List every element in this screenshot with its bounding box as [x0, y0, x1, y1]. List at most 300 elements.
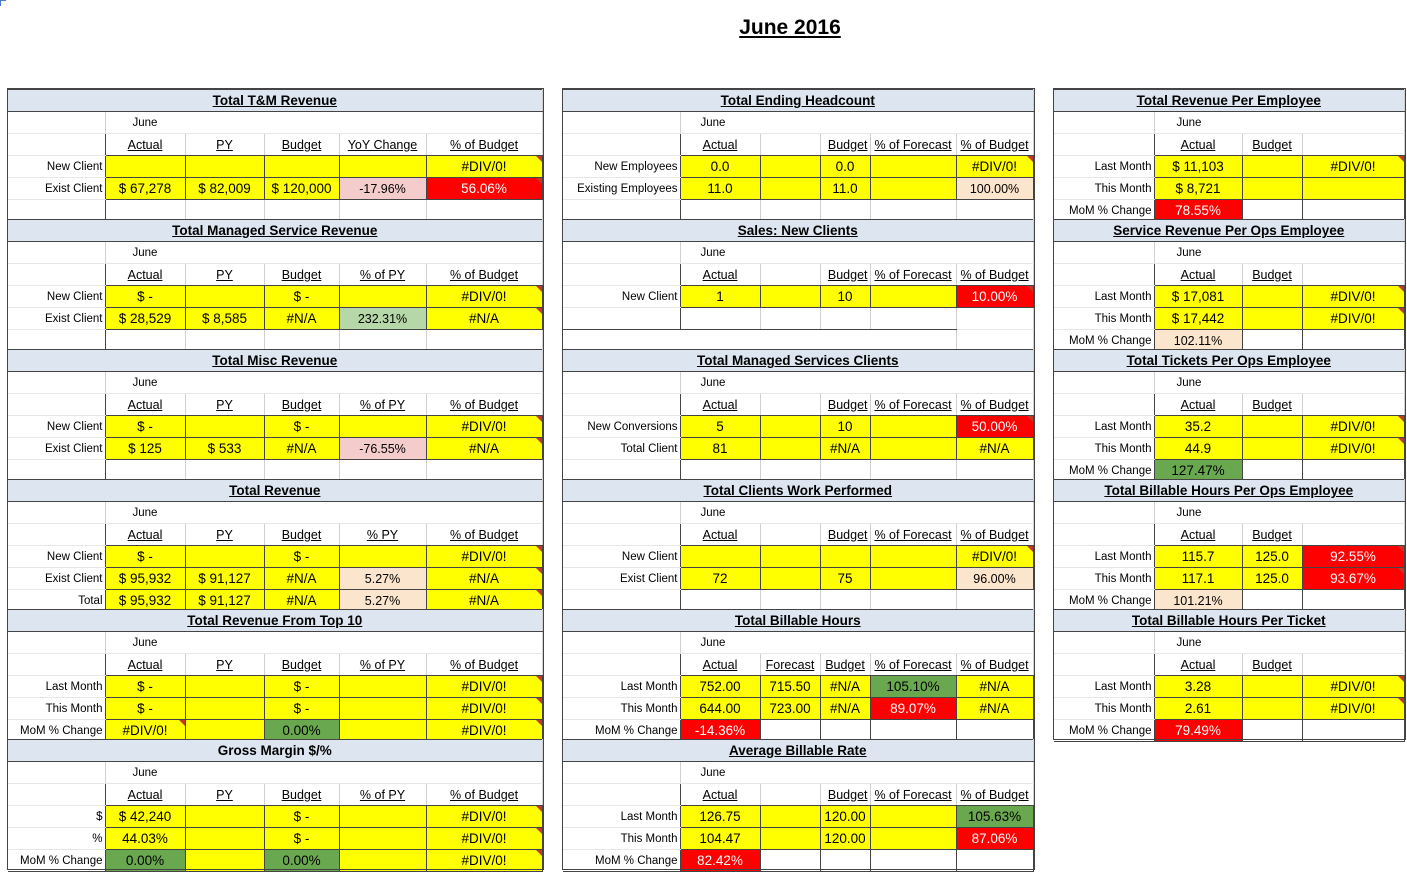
cell[interactable]: 715.50 [760, 676, 820, 698]
cell[interactable]: 120.00 [820, 828, 870, 850]
cell[interactable]: $ 42,240 [105, 806, 185, 828]
cell[interactable] [1242, 416, 1302, 438]
col-header: PY [185, 654, 264, 676]
cell[interactable] [185, 806, 264, 828]
col-header: Forecast [760, 654, 820, 676]
cell[interactable]: 232.31% [339, 308, 426, 330]
row-label: % [8, 828, 105, 850]
cell[interactable] [185, 828, 264, 850]
row-label: Last Month [1054, 286, 1154, 308]
cell[interactable]: 104.47 [680, 828, 760, 850]
col-header: Actual [105, 524, 185, 546]
cell[interactable] [760, 416, 820, 438]
row-label: This Month [1054, 178, 1154, 200]
col-header: % of Budget [426, 394, 542, 416]
cell[interactable]: #DIV/0! [1302, 156, 1404, 178]
gross-margin-table [8, 739, 543, 872]
row-label: $ [8, 806, 105, 828]
month-label: June [105, 372, 542, 394]
col-header: Actual [680, 654, 760, 676]
cell[interactable]: #DIV/0! [1302, 438, 1404, 460]
cell[interactable]: #N/A [426, 590, 542, 612]
cell[interactable]: -76.55% [339, 438, 426, 460]
cell[interactable] [1242, 286, 1302, 308]
cell[interactable]: #DIV/0! [426, 416, 542, 438]
cell[interactable]: 87.06% [956, 828, 1033, 850]
cell[interactable]: 105.63% [956, 806, 1033, 828]
cell[interactable] [1242, 156, 1302, 178]
month-label: June [105, 502, 542, 524]
row-label: This Month [1054, 438, 1154, 460]
row-label: Last Month [563, 806, 680, 828]
cell[interactable]: $ 17,081 [1154, 286, 1242, 308]
cell[interactable] [1242, 698, 1302, 720]
headcount-table [563, 89, 1034, 222]
row-label: This Month [1054, 308, 1154, 330]
row-label: Last Month [8, 676, 105, 698]
cell[interactable] [339, 676, 426, 698]
row-label: Exist Client [8, 178, 105, 200]
cell[interactable]: 0.0 [680, 156, 760, 178]
cell[interactable] [870, 178, 956, 200]
cell[interactable]: #DIV/0! [426, 850, 542, 872]
row-label: This Month [1054, 568, 1154, 590]
row-label: New Conversions [563, 416, 680, 438]
cell[interactable] [339, 286, 426, 308]
cell[interactable]: #DIV/0! [105, 720, 185, 742]
billable-hours-table [563, 609, 1034, 742]
cell[interactable] [339, 156, 426, 178]
cell[interactable]: 1 [680, 286, 760, 308]
col-header: Budget [820, 524, 870, 546]
cell[interactable]: 44.9 [1154, 438, 1242, 460]
col-header: % of PY [339, 264, 426, 286]
col-header: % of Forecast [870, 784, 956, 806]
cell[interactable]: 75 [820, 568, 870, 590]
cell[interactable]: 102.11% [1154, 330, 1242, 352]
cell[interactable]: $ - [105, 286, 185, 308]
cell[interactable]: #N/A [820, 438, 870, 460]
cell[interactable]: 752.00 [680, 676, 760, 698]
cell[interactable]: #DIV/0! [956, 156, 1033, 178]
col-header: Actual [1154, 394, 1242, 416]
section-title: Total Ending Headcount [563, 90, 1033, 112]
cell[interactable]: 81 [680, 438, 760, 460]
cell[interactable]: $ - [105, 676, 185, 698]
cell[interactable]: $ - [264, 828, 339, 850]
cell[interactable] [264, 156, 339, 178]
cell[interactable] [1242, 676, 1302, 698]
row-label: Exist Client [8, 568, 105, 590]
row-label: MoM % Change [1054, 720, 1154, 742]
month-label: June [105, 242, 542, 264]
cell[interactable] [1242, 178, 1302, 200]
revenue-per-employee-table [1054, 89, 1405, 222]
cell[interactable] [820, 850, 870, 872]
cell[interactable] [185, 416, 264, 438]
managed-services-clients-table [563, 349, 1034, 482]
cell[interactable]: 50.00% [956, 416, 1033, 438]
cell[interactable]: $ 67,278 [105, 178, 185, 200]
month-label: June [680, 112, 1033, 134]
cell[interactable]: 56.06% [426, 178, 542, 200]
ms-revenue-table [8, 219, 543, 352]
col-header: Budget [820, 264, 870, 286]
col-header: % of Budget [956, 264, 1033, 286]
cell[interactable] [1242, 720, 1302, 742]
col-header: Actual [1154, 134, 1242, 156]
col-header: % of Budget [956, 134, 1033, 156]
cell[interactable] [870, 806, 956, 828]
cell[interactable]: #N/A [264, 590, 339, 612]
row-label: MoM % Change [563, 720, 680, 742]
month-label: June [680, 762, 1033, 784]
cell[interactable]: 44.03% [105, 828, 185, 850]
row-label: New Client [8, 286, 105, 308]
col-header: % of Budget [426, 264, 542, 286]
cell[interactable]: $ - [105, 416, 185, 438]
row-label: MoM % Change [563, 850, 680, 872]
cell[interactable] [820, 546, 870, 568]
month-label: June [680, 632, 1033, 654]
cell[interactable] [870, 156, 956, 178]
row-label: This Month [1054, 698, 1154, 720]
col-header: PY [185, 524, 264, 546]
cell[interactable] [870, 286, 956, 308]
cell[interactable] [339, 828, 426, 850]
col-header: % of Forecast [870, 654, 956, 676]
section-title: Total Billable Hours [563, 610, 1033, 632]
row-label: Last Month [1054, 156, 1154, 178]
average-billable-rate-table [563, 739, 1034, 872]
cell[interactable]: #DIV/0! [1302, 308, 1404, 330]
col-header: Actual [680, 134, 760, 156]
cell[interactable]: 0.00% [264, 720, 339, 742]
cell[interactable]: #DIV/0! [426, 806, 542, 828]
cell[interactable] [870, 828, 956, 850]
cell[interactable] [760, 178, 820, 200]
cell[interactable]: 72 [680, 568, 760, 590]
col-header: % of Forecast [870, 524, 956, 546]
col-header: % of Forecast [870, 394, 956, 416]
cell[interactable]: #DIV/0! [1302, 416, 1404, 438]
col-header: PY [185, 784, 264, 806]
col-header: % PY [339, 524, 426, 546]
cell[interactable] [339, 806, 426, 828]
row-label: Last Month [1054, 416, 1154, 438]
cell[interactable]: #DIV/0! [1302, 676, 1404, 698]
cell[interactable] [760, 438, 820, 460]
col-header: Actual [680, 394, 760, 416]
cell[interactable]: $ - [105, 546, 185, 568]
cell[interactable] [870, 546, 956, 568]
row-label: MoM % Change [8, 850, 105, 872]
cell[interactable]: 723.00 [760, 698, 820, 720]
month-label: June [1154, 632, 1404, 654]
cell[interactable]: #N/A [956, 438, 1033, 460]
cell[interactable]: #N/A [426, 568, 542, 590]
cell[interactable]: 35.2 [1154, 416, 1242, 438]
cell[interactable] [760, 546, 820, 568]
cell[interactable]: 120.00 [820, 806, 870, 828]
cell[interactable]: $ - [105, 698, 185, 720]
col-header: Actual [105, 134, 185, 156]
cell[interactable]: $ - [264, 806, 339, 828]
cell[interactable]: #N/A [820, 698, 870, 720]
cell[interactable]: $ 82,009 [185, 178, 264, 200]
cell[interactable]: 0.0 [820, 156, 870, 178]
cell[interactable]: $ 91,127 [185, 590, 264, 612]
cell[interactable]: #N/A [264, 438, 339, 460]
col-header: Actual [105, 264, 185, 286]
cell[interactable]: #N/A [264, 308, 339, 330]
row-label: New Employees [563, 156, 680, 178]
section-title: Average Billable Rate [563, 740, 1033, 762]
month-label: June [1154, 242, 1404, 264]
section-title: Sales: New Clients [563, 220, 1033, 242]
cell[interactable] [870, 438, 956, 460]
col-header: % of Forecast [870, 264, 956, 286]
cell[interactable]: #N/A [426, 308, 542, 330]
month-label: June [680, 242, 1033, 264]
cell[interactable]: #DIV/0! [426, 698, 542, 720]
row-label: Total [8, 590, 105, 612]
cell[interactable]: #N/A [426, 438, 542, 460]
cell[interactable]: $ 95,932 [105, 590, 185, 612]
cell[interactable] [105, 156, 185, 178]
cell[interactable] [339, 698, 426, 720]
cell[interactable]: 125.0 [1242, 546, 1302, 568]
col-header: % of PY [339, 654, 426, 676]
tm-revenue-table [8, 89, 543, 222]
row-label: Total Client [563, 438, 680, 460]
cell[interactable]: 10 [820, 286, 870, 308]
cell[interactable]: 126.75 [680, 806, 760, 828]
cell[interactable]: $ - [264, 286, 339, 308]
cell[interactable]: 5.27% [339, 568, 426, 590]
cell[interactable] [1242, 438, 1302, 460]
cell[interactable]: $ 17,442 [1154, 308, 1242, 330]
cell[interactable]: 89.07% [870, 698, 956, 720]
cell[interactable] [185, 546, 264, 568]
section-title: Total Revenue From Top 10 [8, 610, 542, 632]
cell[interactable] [956, 850, 1033, 872]
cell[interactable] [870, 416, 956, 438]
col-header: Budget [820, 394, 870, 416]
col-header: Budget [1242, 524, 1302, 546]
col-header: Actual [105, 784, 185, 806]
col-header: Budget [1242, 264, 1302, 286]
cell[interactable]: #DIV/0! [426, 828, 542, 850]
row-label: Last Month [563, 676, 680, 698]
cell[interactable] [339, 850, 426, 872]
cell[interactable]: 0.00% [105, 850, 185, 872]
billable-hours-per-ops-table [1054, 479, 1405, 612]
cell[interactable] [760, 156, 820, 178]
cell[interactable]: 2.61 [1154, 698, 1242, 720]
cell[interactable] [760, 806, 820, 828]
row-label: Existing Employees [563, 178, 680, 200]
cell[interactable]: $ 28,529 [105, 308, 185, 330]
cell[interactable]: $ 120,000 [264, 178, 339, 200]
cell[interactable] [1302, 178, 1404, 200]
cell[interactable]: 79.49% [1154, 720, 1242, 742]
cell[interactable]: 11.0 [680, 178, 760, 200]
cell[interactable]: $ 8,721 [1154, 178, 1242, 200]
cell[interactable] [185, 698, 264, 720]
row-label: MoM % Change [8, 720, 105, 742]
col-header: Budget [264, 394, 339, 416]
cell[interactable]: -14.36% [680, 720, 760, 742]
cell[interactable] [339, 546, 426, 568]
col-header: Actual [105, 654, 185, 676]
section-title: Total Managed Service Revenue [8, 220, 542, 242]
cell[interactable]: $ - [264, 676, 339, 698]
cell[interactable]: 101.21% [1154, 590, 1242, 612]
col-header: PY [185, 264, 264, 286]
col-header: Budget [264, 654, 339, 676]
cell[interactable] [760, 286, 820, 308]
cell[interactable]: #DIV/0! [426, 720, 542, 742]
cell[interactable]: 117.1 [1154, 568, 1242, 590]
cell[interactable]: 96.00% [956, 568, 1033, 590]
section-title: Total Billable Hours Per Ticket [1054, 610, 1404, 632]
cell[interactable]: #DIV/0! [1302, 698, 1404, 720]
month-label: June [680, 502, 1033, 524]
cell[interactable]: 3.28 [1154, 676, 1242, 698]
row-label: New Client [563, 546, 680, 568]
cell[interactable]: #DIV/0! [1302, 286, 1404, 308]
cell[interactable]: $ 95,932 [105, 568, 185, 590]
cell[interactable]: 93.67% [1302, 568, 1404, 590]
cell[interactable]: #N/A [956, 676, 1033, 698]
cell[interactable]: $ 8,585 [185, 308, 264, 330]
cell[interactable]: $ - [264, 698, 339, 720]
row-label: Exist Client [8, 308, 105, 330]
cell[interactable]: $ - [264, 416, 339, 438]
section-title: Total Clients Work Performed [563, 480, 1033, 502]
cell[interactable]: #DIV/0! [426, 286, 542, 308]
row-label: MoM % Change [1054, 330, 1154, 352]
cell[interactable] [1302, 720, 1404, 742]
row-label: Last Month [1054, 546, 1154, 568]
cell[interactable]: #DIV/0! [426, 156, 542, 178]
col-header: % of Budget [426, 134, 542, 156]
col-header: % of PY [339, 394, 426, 416]
misc-revenue-table [8, 349, 543, 482]
tickets-per-ops-table [1054, 349, 1405, 482]
cell[interactable] [680, 546, 760, 568]
section-title: Gross Margin $/% [8, 740, 542, 762]
cell[interactable] [185, 676, 264, 698]
cell[interactable] [870, 850, 956, 872]
cell[interactable]: 11.0 [820, 178, 870, 200]
col-header: Actual [680, 524, 760, 546]
col-header: % of PY [339, 784, 426, 806]
row-label: MoM % Change [1054, 200, 1154, 222]
cell[interactable]: 10 [820, 416, 870, 438]
col-header: Budget [1242, 654, 1302, 676]
cell[interactable] [185, 156, 264, 178]
col-header: Actual [680, 264, 760, 286]
col-header: % of Budget [956, 784, 1033, 806]
cell[interactable] [185, 850, 264, 872]
cell[interactable] [760, 828, 820, 850]
row-label: MoM % Change [1054, 590, 1154, 612]
col-header: % of Budget [426, 784, 542, 806]
col-header: Actual [1154, 524, 1242, 546]
cell[interactable] [760, 850, 820, 872]
cell[interactable]: 105.10% [870, 676, 956, 698]
row-label: This Month [563, 828, 680, 850]
cell[interactable]: 100.00% [956, 178, 1033, 200]
month-label: June [105, 762, 542, 784]
top10-revenue-table [8, 609, 543, 742]
cell[interactable]: $ 533 [185, 438, 264, 460]
cell[interactable]: #N/A [820, 676, 870, 698]
cell[interactable]: #DIV/0! [426, 676, 542, 698]
cell[interactable] [870, 568, 956, 590]
section-title: Total Billable Hours Per Ops Employee [1054, 480, 1404, 502]
col-header: Budget [820, 134, 870, 156]
col-header: % of Budget [426, 654, 542, 676]
cell[interactable]: 5.27% [339, 590, 426, 612]
row-label: New Client [8, 546, 105, 568]
cell[interactable] [339, 416, 426, 438]
cell[interactable]: 644.00 [680, 698, 760, 720]
cell[interactable]: 78.55% [1154, 200, 1242, 222]
section-title: Total T&M Revenue [8, 90, 542, 112]
cell[interactable]: 115.7 [1154, 546, 1242, 568]
cell[interactable]: 10.00% [956, 286, 1033, 308]
col-header: % of Budget [956, 394, 1033, 416]
cell[interactable]: #DIV/0! [426, 546, 542, 568]
col-header: Budget [264, 134, 339, 156]
cell[interactable] [185, 286, 264, 308]
col-header: Actual [1154, 654, 1242, 676]
cell[interactable]: #N/A [956, 698, 1033, 720]
row-label: MoM % Change [1054, 460, 1154, 482]
cell[interactable]: #N/A [264, 568, 339, 590]
section-title: Total Tickets Per Ops Employee [1054, 350, 1404, 372]
cell[interactable]: 0.00% [264, 850, 339, 872]
cell[interactable]: 82.42% [680, 850, 760, 872]
cell[interactable]: 92.55% [1302, 546, 1404, 568]
row-label: New Client [8, 416, 105, 438]
month-label: June [105, 632, 542, 654]
section-title: Total Revenue [8, 480, 542, 502]
cell[interactable] [1242, 308, 1302, 330]
section-title: Total Managed Services Clients [563, 350, 1033, 372]
cell[interactable]: #DIV/0! [956, 546, 1033, 568]
col-header: Budget [820, 654, 870, 676]
cell[interactable]: $ 11,103 [1154, 156, 1242, 178]
cell[interactable]: -17.96% [339, 178, 426, 200]
cell[interactable]: 5 [680, 416, 760, 438]
cell[interactable]: $ 91,127 [185, 568, 264, 590]
cell[interactable]: 125.0 [1242, 568, 1302, 590]
row-label: Last Month [1054, 676, 1154, 698]
cell[interactable]: $ - [264, 546, 339, 568]
section-title: Service Revenue Per Ops Employee [1054, 220, 1404, 242]
cell[interactable] [760, 568, 820, 590]
cell[interactable]: 127.47% [1154, 460, 1242, 482]
col-header: Actual [105, 394, 185, 416]
col-header: Budget [264, 524, 339, 546]
month-label: June [105, 112, 542, 134]
cell[interactable]: $ 125 [105, 438, 185, 460]
col-header: Actual [1154, 264, 1242, 286]
